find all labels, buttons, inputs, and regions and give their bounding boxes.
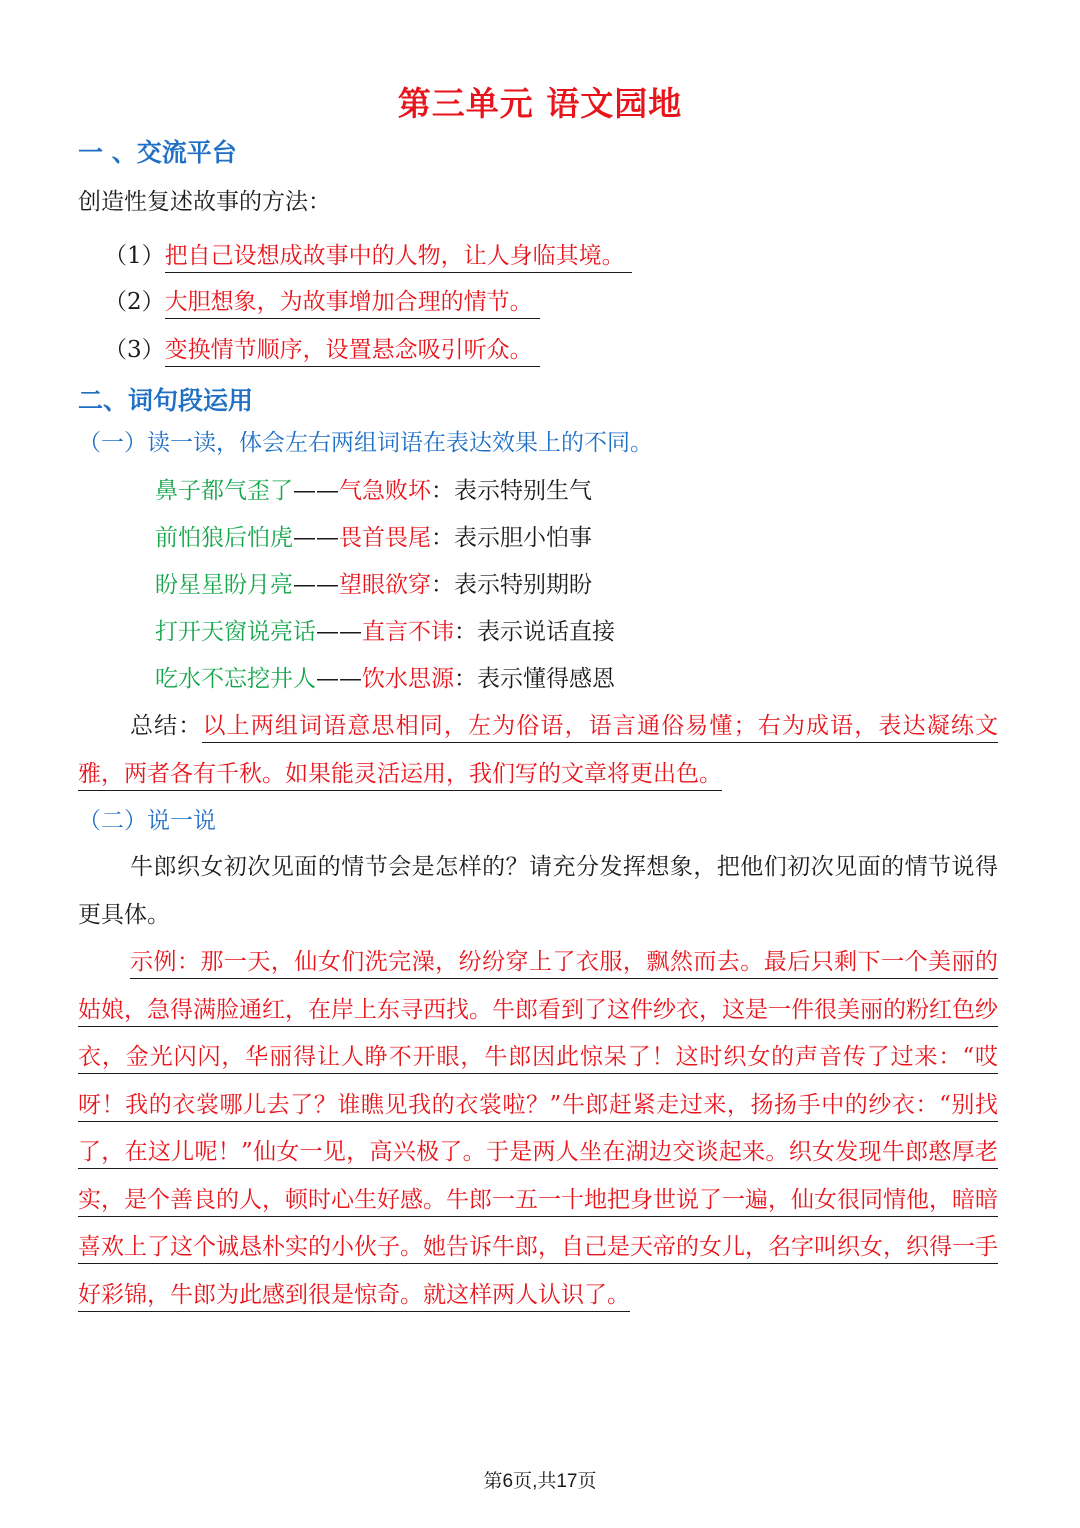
page-number: 第6页,共17页 [483, 1471, 597, 1492]
word-pair-row [155, 522, 592, 554]
method-item-number: （1） [104, 243, 165, 269]
page-title: 第三单元 语文园地 [397, 84, 683, 123]
dash: —— [293, 525, 339, 551]
section-heading-exchange: 一 、交流平台 [78, 138, 237, 167]
idiom-phrase: 直言不讳 [362, 619, 454, 645]
idiom-phrase: 望眼欲穿 [339, 572, 431, 598]
word-pair-row [155, 616, 615, 648]
method-intro: 创造性复述故事的方法： [78, 189, 331, 215]
method-item-number: （3） [104, 337, 165, 363]
subsection-heading-talk: （二）说一说 [78, 808, 216, 834]
meaning-note: ：表示胆小怕事 [431, 525, 592, 551]
idiom-phrase: 气急败坏 [339, 478, 431, 504]
summary-text: 以上两组词语意思相同，左为俗语，语言通俗易懂；右为成语，表达凝练文雅，两者各有千秋。如果能灵活运用，我们写的文章将更出色。 [78, 713, 998, 791]
meaning-note: ：表示特别期盼 [431, 572, 592, 598]
question-paragraph: 牛郎织女初次见面的情节会是怎样的？请充分发挥想象，把他们初次见面的情节说得更具体。 [78, 854, 998, 928]
section-heading-usage: 二、词句段运用 [78, 386, 254, 415]
method-item-text: 大胆想象，为故事增加合理的情节。 [165, 289, 533, 319]
summary-paragraph [78, 703, 998, 798]
colloquial-phrase: 吃水不忘挖井人 [155, 666, 316, 692]
dash: —— [316, 666, 362, 692]
word-pair-row [155, 569, 592, 601]
method-item-text: 把自己设想成故事中的人物，让人身临其境。 [165, 243, 625, 273]
method-item-2 [104, 286, 540, 318]
summary-label: 总结： [130, 713, 203, 739]
dash: —— [293, 478, 339, 504]
method-item-3 [104, 334, 540, 366]
method-item-number: （2） [104, 289, 165, 315]
example-paragraph [78, 939, 998, 1319]
colloquial-phrase: 鼻子都气歪了 [155, 478, 293, 504]
colloquial-phrase: 盼星星盼月亮 [155, 572, 293, 598]
meaning-note: ：表示说话直接 [454, 619, 615, 645]
method-item-text: 变换情节顺序，设置悬念吸引听众。 [165, 337, 533, 367]
colloquial-phrase: 打开天窗说亮话 [155, 619, 316, 645]
idiom-phrase: 饮水思源 [362, 666, 454, 692]
dash: —— [293, 572, 339, 598]
method-item-1 [104, 240, 632, 272]
meaning-note: ：表示特别生气 [431, 478, 592, 504]
dash: —— [316, 619, 362, 645]
colloquial-phrase: 前怕狼后怕虎 [155, 525, 293, 551]
example-text: 示例：那一天，仙女们洗完澡，纷纷穿上了衣服，飘然而去。最后只剩下一个美丽的姑娘，急得满脸通红，在岸上东寻西找。牛郎看到了这件纱衣，这是一件很美丽的粉红色纱衣，金光闪闪，华丽得让人睁不开眼，牛郎因此惊呆了！这时织女的声音传了过来：“哎呀！我的衣裳哪儿去了？谁瞧见我的衣裳啦？”牛郎赶紧走过来，扬扬手中的纱衣：“别找了，在这儿呢！”仙女一见，高兴极了。于是两人坐在湖边交谈起来。织女发现牛郎憨厚老实，是个善良的人，顿时心生好感。牛郎一五一十地把身世说了一遍，仙女很同情他，暗暗喜欢上了这个诚恳朴实的小伙子。她告诉牛郎，自己是天帝的女儿，名字叫织女，织得一手好彩锦，牛郎为此感到很是惊奇。就这样两人认识了。 [78, 949, 998, 1312]
word-pair-row [155, 663, 615, 695]
subsection-heading-read: （一）读一读，体会左右两组词语在表达效果上的不同。 [78, 430, 653, 456]
meaning-note: ：表示懂得感恩 [454, 666, 615, 692]
idiom-phrase: 畏首畏尾 [339, 525, 431, 551]
word-pair-row [155, 475, 592, 507]
